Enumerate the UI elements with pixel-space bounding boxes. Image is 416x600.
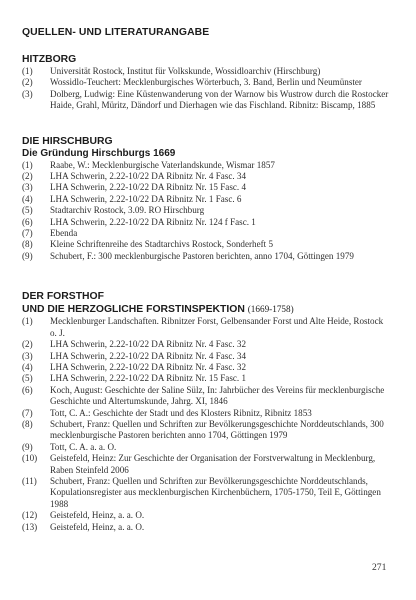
reference-number: (11) — [22, 475, 37, 486]
reference-text: Raabe, W.: Mecklenburgische Vaterlandskunde, Wismar 1857 — [50, 159, 275, 170]
reference-number: (2) — [22, 339, 33, 350]
section-hitzborg — [22, 54, 390, 112]
reference-list-forsthof — [22, 316, 390, 533]
reference-item — [22, 453, 390, 476]
reference-number: (12) — [22, 510, 38, 521]
reference-number: (3) — [22, 182, 33, 193]
reference-number: (8) — [22, 239, 33, 250]
reference-text: LHA Schwerin, 2.22-10/22 DA Ribnitz Nr. 15 Fasc. 1 — [50, 373, 247, 384]
reference-item — [22, 476, 390, 510]
reference-item — [22, 228, 390, 239]
reference-text: LHA Schwerin, 2.22-10/22 DA Ribnitz Nr. 15 Fasc. 4 — [50, 182, 247, 193]
reference-text: Mecklenburger Landschaften. Ribnitzer Forst, Gelbensander Forst und Alte Heide, Rostock o. J. — [50, 316, 384, 338]
reference-text: Dolberg, Ludwig: Eine Küstenwanderung von der Warnow bis Wustrow durch die Rostocker Haide, Grahl, Müritz, Dändorf und Dierhagen wie das Fischland. Ribnitz: Biscamp, 1885 — [50, 88, 389, 111]
reference-item — [22, 171, 390, 182]
reference-text: Ebenda — [50, 228, 78, 239]
reference-item — [22, 194, 390, 205]
reference-text: Kleine Schriftenreihe des Stadtarchivs Rostock, Sonderheft 5 — [50, 239, 273, 250]
reference-text: LHA Schwerin, 2.22-10/22 DA Ribnitz Nr. 124 f Fasc. 1 — [50, 216, 256, 227]
reference-text: Koch, August: Geschichte der Saline Sülz, In: Jahrbücher des Vereins für mecklenburgische Geschichte und Altertumskunde, Jahrg. XI, 1846 — [50, 384, 385, 407]
reference-text: LHA Schwerin, 2.22-10/22 DA Ribnitz Nr. 4 Fasc. 34 — [50, 171, 247, 182]
page-number: 271 — [372, 562, 387, 573]
section-heading-forsthof-years: (1669-1758) — [247, 304, 294, 315]
reference-number: (9) — [22, 250, 33, 261]
reference-number: (7) — [22, 228, 33, 239]
section-heading-hitzborg: HITZBORG — [22, 54, 77, 65]
reference-item — [22, 510, 390, 521]
reference-number: (5) — [22, 373, 33, 384]
reference-text: Tott, C. A.: Geschichte der Stadt und des Klosters Ribnitz, Ribnitz 1853 — [50, 407, 312, 418]
reference-item — [22, 351, 390, 362]
reference-item — [22, 239, 390, 250]
section-heading-forsthof-text: UND DIE HERZOGLICHE FORSTINSPEKTION — [22, 304, 245, 316]
reference-number: (3) — [22, 350, 33, 361]
page-title: QUELLEN- UND LITERATURANGABE — [22, 27, 210, 38]
reference-text: Tott, C. A. a. a. O. — [50, 441, 117, 452]
reference-text: Geistefeld, Heinz, a. a. O. — [50, 510, 145, 521]
reference-item — [22, 408, 390, 419]
reference-text: Geistefeld, Heinz: Zur Geschichte der Organisation der Forstverwaltung in Mecklenburg, Raben Steinfeld 2006 — [50, 453, 376, 475]
reference-number: (9) — [22, 441, 33, 452]
reference-text: LHA Schwerin, 2.22-10/22 DA Ribnitz Nr. 4 Fasc. 34 — [50, 350, 247, 361]
reference-text: Universität Rostock, Institut für Volkskunde, Wossidloarchiv (Hirschburg) — [50, 66, 321, 76]
reference-item — [22, 66, 390, 77]
section-heading-forsthof-line2 — [22, 303, 390, 316]
reference-item — [22, 205, 390, 216]
reference-item — [22, 77, 390, 88]
section-hirschburg — [22, 136, 390, 263]
reference-number: (8) — [22, 418, 33, 429]
reference-number: (2) — [22, 77, 33, 88]
reference-number: (13) — [22, 521, 38, 532]
reference-text: Schubert, Franz: Quellen und Schriften zur Bevölkerungsgeschichte Norddeutschlands, Kopulationsregister aus mecklenburgischen Kirchenbüchern, 1705-1750, Teil E, Göttingen 1988 — [50, 475, 381, 509]
reference-text: LHA Schwerin, 2.22-10/22 DA Ribnitz Nr. 4 Fasc. 32 — [50, 361, 247, 372]
reference-number: (3) — [22, 88, 33, 99]
reference-number: (6) — [22, 384, 33, 395]
reference-item — [22, 373, 390, 384]
reference-item — [22, 442, 390, 453]
reference-text: Wossidlo-Teuchert: Mecklenburgisches Wörterbuch, 3. Band, Berlin und Neumünster — [50, 77, 362, 88]
section-subheading-hirschburg: Die Gründung Hirschburgs 1669 — [22, 147, 176, 159]
reference-text: LHA Schwerin, 2.22-10/22 DA Ribnitz Nr. 1 Fasc. 6 — [50, 193, 242, 204]
section-forsthof — [22, 291, 390, 533]
page-content — [22, 26, 390, 533]
section-heading-hirschburg: DIE HIRSCHBURG — [22, 135, 113, 147]
reference-item — [22, 251, 390, 262]
reference-item — [22, 362, 390, 373]
reference-number: (4) — [22, 361, 33, 372]
reference-item — [22, 522, 390, 533]
reference-number: (4) — [22, 193, 33, 204]
reference-number: (10) — [22, 453, 38, 464]
reference-list-hirschburg — [22, 160, 390, 263]
reference-item — [22, 217, 390, 228]
reference-text: Schubert, Franz: Quellen und Schriften zur Bevölkerungsgeschichte Norddeutschlands, 300 mecklenburgische Pastoren berichten anno 1704, Göttingen 1979 — [50, 418, 384, 441]
reference-text: Schubert, F.: 300 mecklenburgische Pastoren berichten, anno 1704, Göttingen 1979 — [50, 250, 354, 261]
reference-list-hitzborg — [22, 66, 390, 112]
reference-number: (2) — [22, 171, 33, 182]
reference-number: (5) — [22, 205, 33, 216]
reference-item — [22, 182, 390, 193]
reference-text: Stadtarchiv Rostock, 3.09. RO Hirschburg — [50, 205, 205, 216]
reference-number: (6) — [22, 216, 33, 227]
reference-item — [22, 89, 390, 112]
reference-number: (1) — [22, 316, 33, 327]
reference-item — [22, 160, 390, 171]
reference-number: (7) — [22, 407, 33, 418]
reference-text: Geistefeld, Heinz, a. a. O. — [50, 521, 145, 532]
reference-text: LHA Schwerin, 2.22-10/22 DA Ribnitz Nr. 4 Fasc. 32 — [50, 339, 247, 350]
reference-item — [22, 339, 390, 350]
reference-number: (1) — [22, 159, 33, 170]
reference-item — [22, 316, 390, 339]
reference-item — [22, 385, 390, 408]
reference-number: (1) — [22, 66, 33, 76]
reference-item — [22, 419, 390, 442]
section-heading-forsthof-line1: DER FORSTHOF — [22, 291, 104, 303]
